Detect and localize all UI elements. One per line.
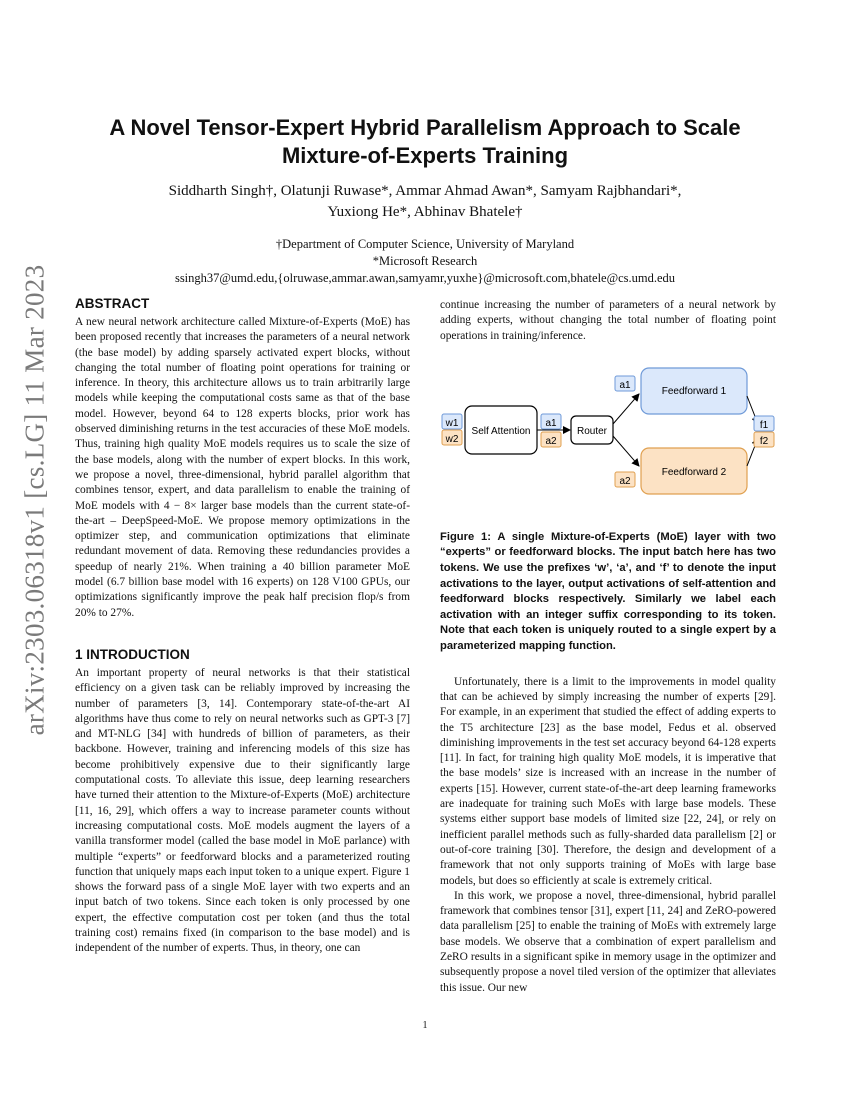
paper-title: A Novel Tensor-Expert Hybrid Parallelism Approach to Scale Mixture-of-Experts Training	[109, 115, 741, 168]
intro-continued-text: continue increasing the number of parameters of a neural network by adding experts, without changing the total number of floating point operations in training/inference.	[440, 299, 776, 342]
page-number: 1	[422, 1020, 428, 1031]
feedforward-1-label: Feedforward 1	[661, 385, 727, 397]
affiliation-microsoft: *Microsoft Research	[372, 254, 478, 268]
author-list	[70, 181, 780, 223]
authors-line-2: Yuxiong He*, Abhinav Bhatele†	[327, 204, 523, 220]
f1-label: f1	[759, 419, 769, 431]
abstract-text: A new neural network architecture called Mixture-of-Experts (MoE) has been proposed recently that increases the parameters of a neural network (the base model) by adding sparsely activated expert blocks, without changing the total number of floating point operations for training or inference. In theory, this architecture allows us to train arbitrarily large models while keeping the computational costs same as that of the base model. However, beyond 64 to 128 experts blocks, prior work has observed diminishing returns in the test accuracies of these MoE models. Thus, training high quality MoE models requires us to scale the size of the base models, along with the number of expert blocks. In this work, we propose a novel, three-dimensional, hybrid parallel algorithm that combines tensor, expert, and data parallelism to enable the training of MoE models with 4 − 8× larger base models than the current state-of-the-art – DeepSpeed-MoE. We propose memory optimizations in the optimizer step, and communication optimizations that eliminate redundant movement of data. Removing these redundancies provides a speedup of nearly 21%. When training a 40 billion parameter MoE model (6.7 billion base model with 16 experts) on 128 V100 GPUs, our optimizations significantly improve the peak half precision flop/s from 20% to 27%.	[75, 316, 410, 619]
authors-line-1: Siddharth Singh†, Olatunji Ruwase*, Ammar Ahmad Awan*, Samyam Rajbhandari*,	[168, 183, 682, 199]
router-to-ff1-arrow	[613, 394, 639, 424]
left-column	[75, 296, 410, 957]
router-label: Router	[576, 425, 608, 437]
abstract-heading: ABSTRACT	[75, 296, 150, 311]
body-paragraph-2: In this work, we propose a novel, three-dimensional, hybrid parallel framework that combines tensor [31], expert [11, 24] and ZeRO-powered data parallelism [25] to enable the training of MoEs with extremely large base models. We observe that a combination of expert parallelism and ZeRO results in a significant spike in memory usage in the optimizer and subsequently propose a novel tiled version of the optimizer that alleviates this issue. Our new	[440, 889, 776, 994]
a2-label: a2	[545, 435, 557, 447]
moe-figure	[440, 366, 776, 516]
a1-label: a1	[545, 417, 557, 429]
introduction-text: An important property of neural networks is that their statistical efficiency on a given task can be reliably improved by increasing the number of parameters [3, 14]. Contemporary state-of-the-art AI algorithms have thus come to rely on neural networks such as GPT-3 [7] and MT-NLG [34] with hundreds of billion of parameters, as their backbone. However, training and inferencing models of this size has become prohibitively expensive due to their significantly large computational costs. To alleviate this issue, deep learning researchers have turned their attention to the Mixture-of-Experts (MoE) architecture [11, 16, 29], which offers a way to increase parameter counts without increasing computational costs. MoE models augment the layers of a vanilla transformer model (called the base model in MoE parlance) with multiple “experts” or feedforward blocks and a parameterized routing function that uniquely maps each input token to a unique expert. Figure 1 shows the forward pass of a single MoE layer with two experts and an input batch of two tokens. Since each token is only processed by one expert, the effective computation cost per token (and thus the total training cost) remains fixed (in comparison to the base model) and is independent of the number of experts. Thus, in theory, one can	[75, 666, 410, 955]
arxiv-sidebar	[10, 264, 60, 736]
author-emails: ssingh37@umd.edu,{olruwase,ammar.awan,samyamr,yuxhe}@microsoft.com,bhatele@cs.umd.edu	[174, 271, 676, 285]
affiliation-umd: †Department of Computer Science, University of Maryland	[275, 237, 575, 251]
f2-label: f2	[759, 435, 769, 447]
introduction-heading: 1 INTRODUCTION	[75, 646, 190, 662]
figure-1-caption: Figure 1: A single Mixture-of-Experts (MoE) layer with two “experts” or feedforward blocks. The input batch here has two tokens. We use the prefixes ‘w’, ‘a’, and ‘f’ to denote the input activations to the layer, output activations of self-attention and feedforward blocks respectively. Similarly we label each activation with an integer suffix corresponding to its token. Note that each token is uniquely routed to a single expert by a parameterized mapping function.	[440, 530, 776, 653]
moe-diagram	[440, 366, 776, 516]
arxiv-identifier: arXiv:2303.06318v1 [cs.LG] 11 Mar 2023	[19, 264, 50, 736]
router-to-ff2-arrow	[613, 436, 639, 466]
a1-routed-label: a1	[619, 379, 631, 391]
right-column	[440, 298, 776, 996]
a2-routed-label: a2	[619, 475, 631, 487]
w2-label: w2	[445, 433, 459, 445]
body-paragraph-1: Unfortunately, there is a limit to the improvements in model quality that can be achieved by simply increasing the number of experts [29]. For example, in an experiment that studied the effect of adding experts to the T5 architecture [23] as the base model, Fedus et al. observed diminishing improvements in the test set accuracy beyond 64-128 experts [11]. In fact, for training high quality MoE models, it is imperative that the base models’ size is increased with an increase in the number of experts [15]. However, current state-of-the-art deep learning frameworks are inadequate for training such MoEs with large base models. These systems either support base models of limited size [22, 24], or rely on inefficient parallel methods such as fully-sharded data parallelism [2] or out-of-core training [30]. Therefore, the design and development of a framework that not only supports training of MoEs with large base models, but does so efficiently at scale is extremely critical.	[440, 675, 776, 887]
w1-label: w1	[445, 417, 459, 429]
self-attention-label: Self Attention	[471, 425, 531, 437]
feedforward-2-label: Feedforward 2	[661, 466, 727, 478]
affiliations	[70, 236, 780, 287]
